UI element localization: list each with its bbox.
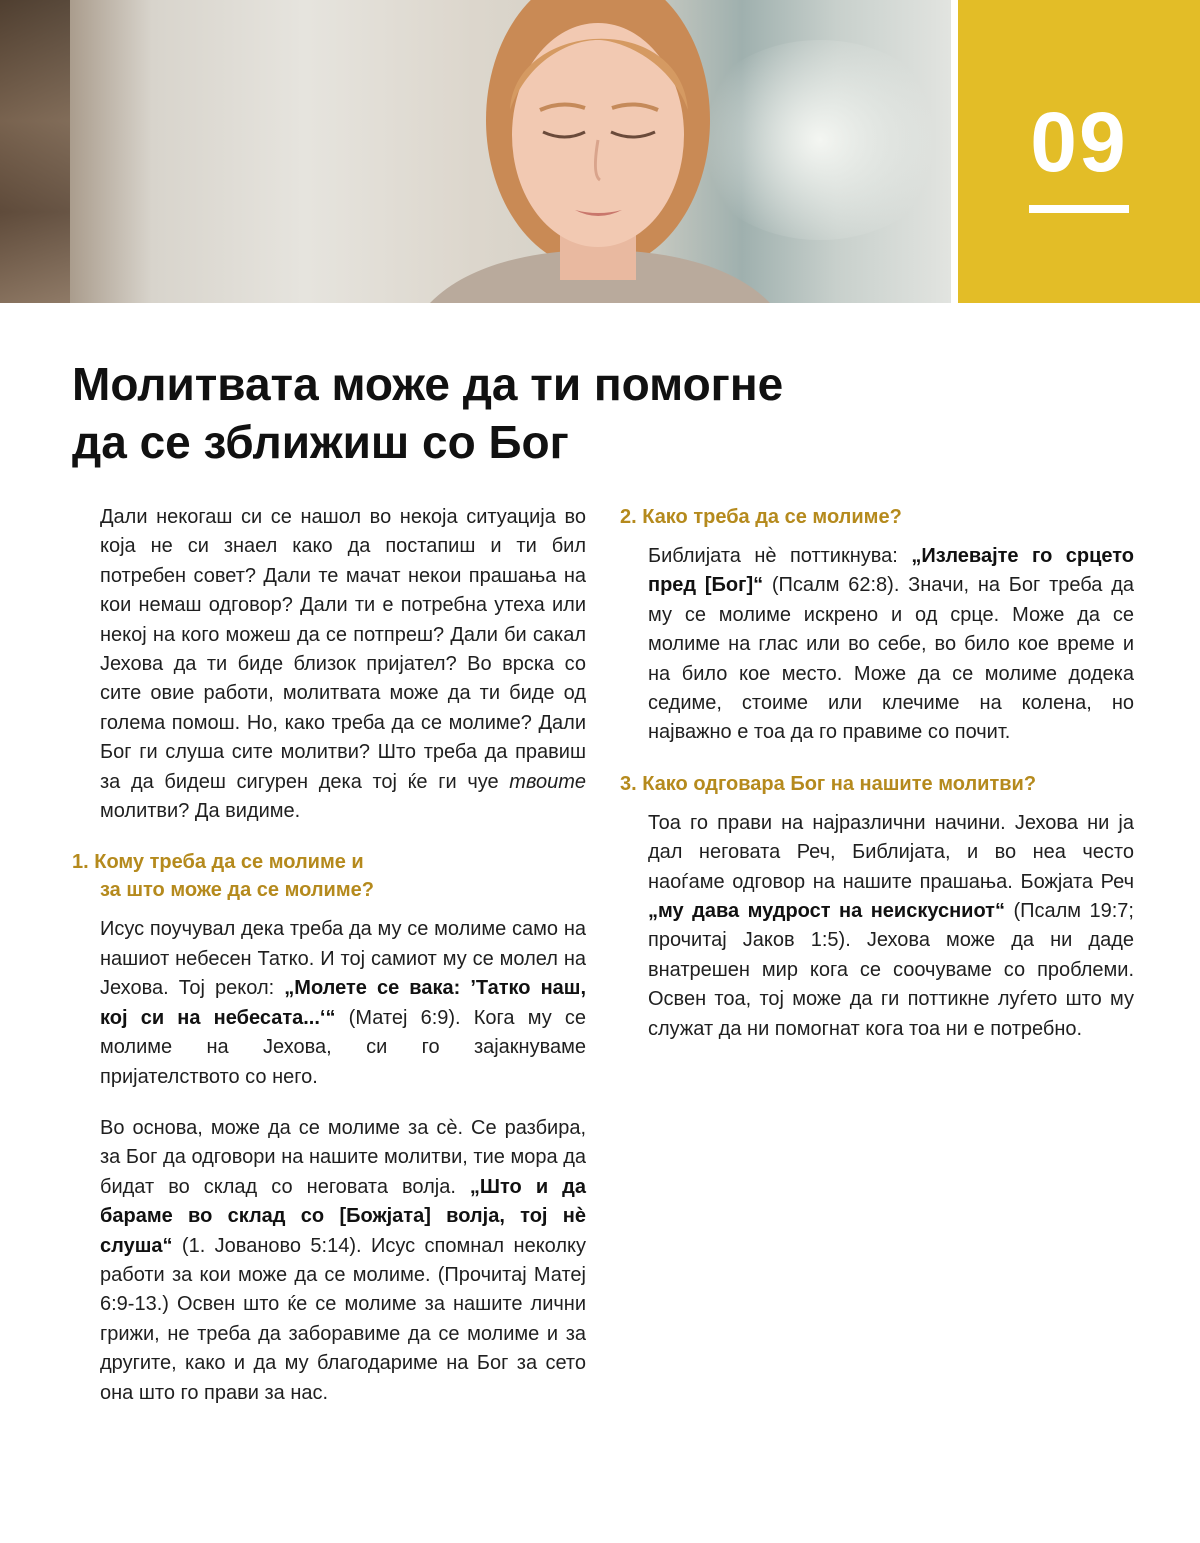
title-line-2: да се зближиш со Бог xyxy=(72,416,569,468)
section-2-p1-quote: „Излевајте го срцето пред [Бог]“ xyxy=(648,545,1134,597)
section-2-paragraph xyxy=(620,542,1134,748)
section-1-p2-quote: „Што и да бараме во склад со [Божјата] волја, тој нѐ слуша“ xyxy=(100,1175,586,1257)
lesson-number-underline xyxy=(1029,205,1129,213)
section-2-heading: 2. Како треба да се молиме? xyxy=(620,506,902,528)
section-3-p1-text: Тоа го прави на најразлични начини. Јехова ни ја дал неговата Реч, Библијата, и во неа често наоѓаме одговор на нашите прашања. Божјата Реч xyxy=(648,811,1134,893)
page-title xyxy=(72,355,972,471)
section-2-p1-end: (Псалм 62:8). Значи, на Бог треба да му се молиме искрено и од срце. Може да се молиме на глас или во себе, во било кое време и на било кое место. Може да се молиме додека седиме, стоиме или клечиме на колена, но најважно е тоа да го правиме со почит. xyxy=(648,574,1134,744)
intro-text: Дали некогаш си се нашол во некоја ситуација во која не си знаел како да постапиш и ти бил потребен совет? Дали те мачат некои прашања на кои немаш одговор? Дали ти е потребна утеха или некој на кого можеш да се потпреш? Дали би сакал Јехова да ти биде близок пријател? Во врска со сите овие работи, молитвата може да ти биде од голема помош. Но, како треба да се молиме? Дали Бог ги слуша сите молитви? Што треба да правиш за да бидеш сигурен дека тој ќе ги чуе xyxy=(100,506,586,793)
lesson-number-block xyxy=(958,0,1200,303)
section-1-p2-end: (1. Јованово 5:14). Исус спомнал неколку работи за кои може да се молиме. (Прочитај Матеј 6:9-13.) Освен што ќе се молиме за нашите лични грижи, не треба да заборавиме да се молиме и за другите, како и да му благодариме на Бог за сето она што го прави за нас. xyxy=(100,1234,586,1404)
intro-end: молитви? Да видиме. xyxy=(100,800,301,823)
section-1-paragraph-1 xyxy=(72,915,586,1091)
section-3-p1-quote: „му дава мудрост на неискусниот“ xyxy=(648,900,1005,923)
lesson-number: 09 xyxy=(1030,95,1128,189)
section-1-p1-end: (Матеј 6:9). Кога му се молиме на Јехова, си го зајакнуваме пријателството со него. xyxy=(100,1006,586,1088)
right-column xyxy=(620,503,1134,1066)
section-3-heading: 3. Како одговара Бог на нашите молитви? xyxy=(620,772,1037,795)
section-1-p2-text: Во основа, може да се молиме за сѐ. Се разбира, за Бог да одговори на нашите молитви, тие мора да бидат во склад со неговата волја. xyxy=(100,1116,586,1198)
section-1-paragraph-2 xyxy=(72,1114,586,1408)
section-1-p1-quote: „Молете се вака: ’Татко наш, кој си на небесата...‘“ xyxy=(100,977,587,1029)
section-1-heading-line-1: 1. Кому треба да се молиме и xyxy=(72,851,364,874)
section-1-heading-line-2: за што може да се молиме? xyxy=(100,879,374,902)
woman-praying-illustration xyxy=(0,0,951,303)
section-1-p1-text: Исус поучувал дека треба да му се молиме само на нашиот небесен Татко. И тој самиот му се молел на Јехова. Тој рекол: xyxy=(100,918,586,1000)
section-1-heading xyxy=(72,848,586,904)
intro-paragraph xyxy=(72,503,586,826)
section-2-p1-text: Библијата нѐ поттикнува: xyxy=(648,545,912,567)
section-3-paragraph xyxy=(620,809,1134,1044)
header-photo xyxy=(0,0,951,303)
intro-emphasis: твоите xyxy=(509,770,586,793)
left-column xyxy=(72,503,586,1430)
title-line-1: Молитвата може да ти помогне xyxy=(72,358,784,410)
section-3-p1-end: (Псалм 19:7; прочитај Јаков 1:5). Јехова може да ни даде внатрешен мир кога се соочуваме со проблеми. Освен тоа, тој може да ги поттикне луѓето што му служат да ни помогнат кога тоа ни е потребно. xyxy=(648,900,1134,1040)
